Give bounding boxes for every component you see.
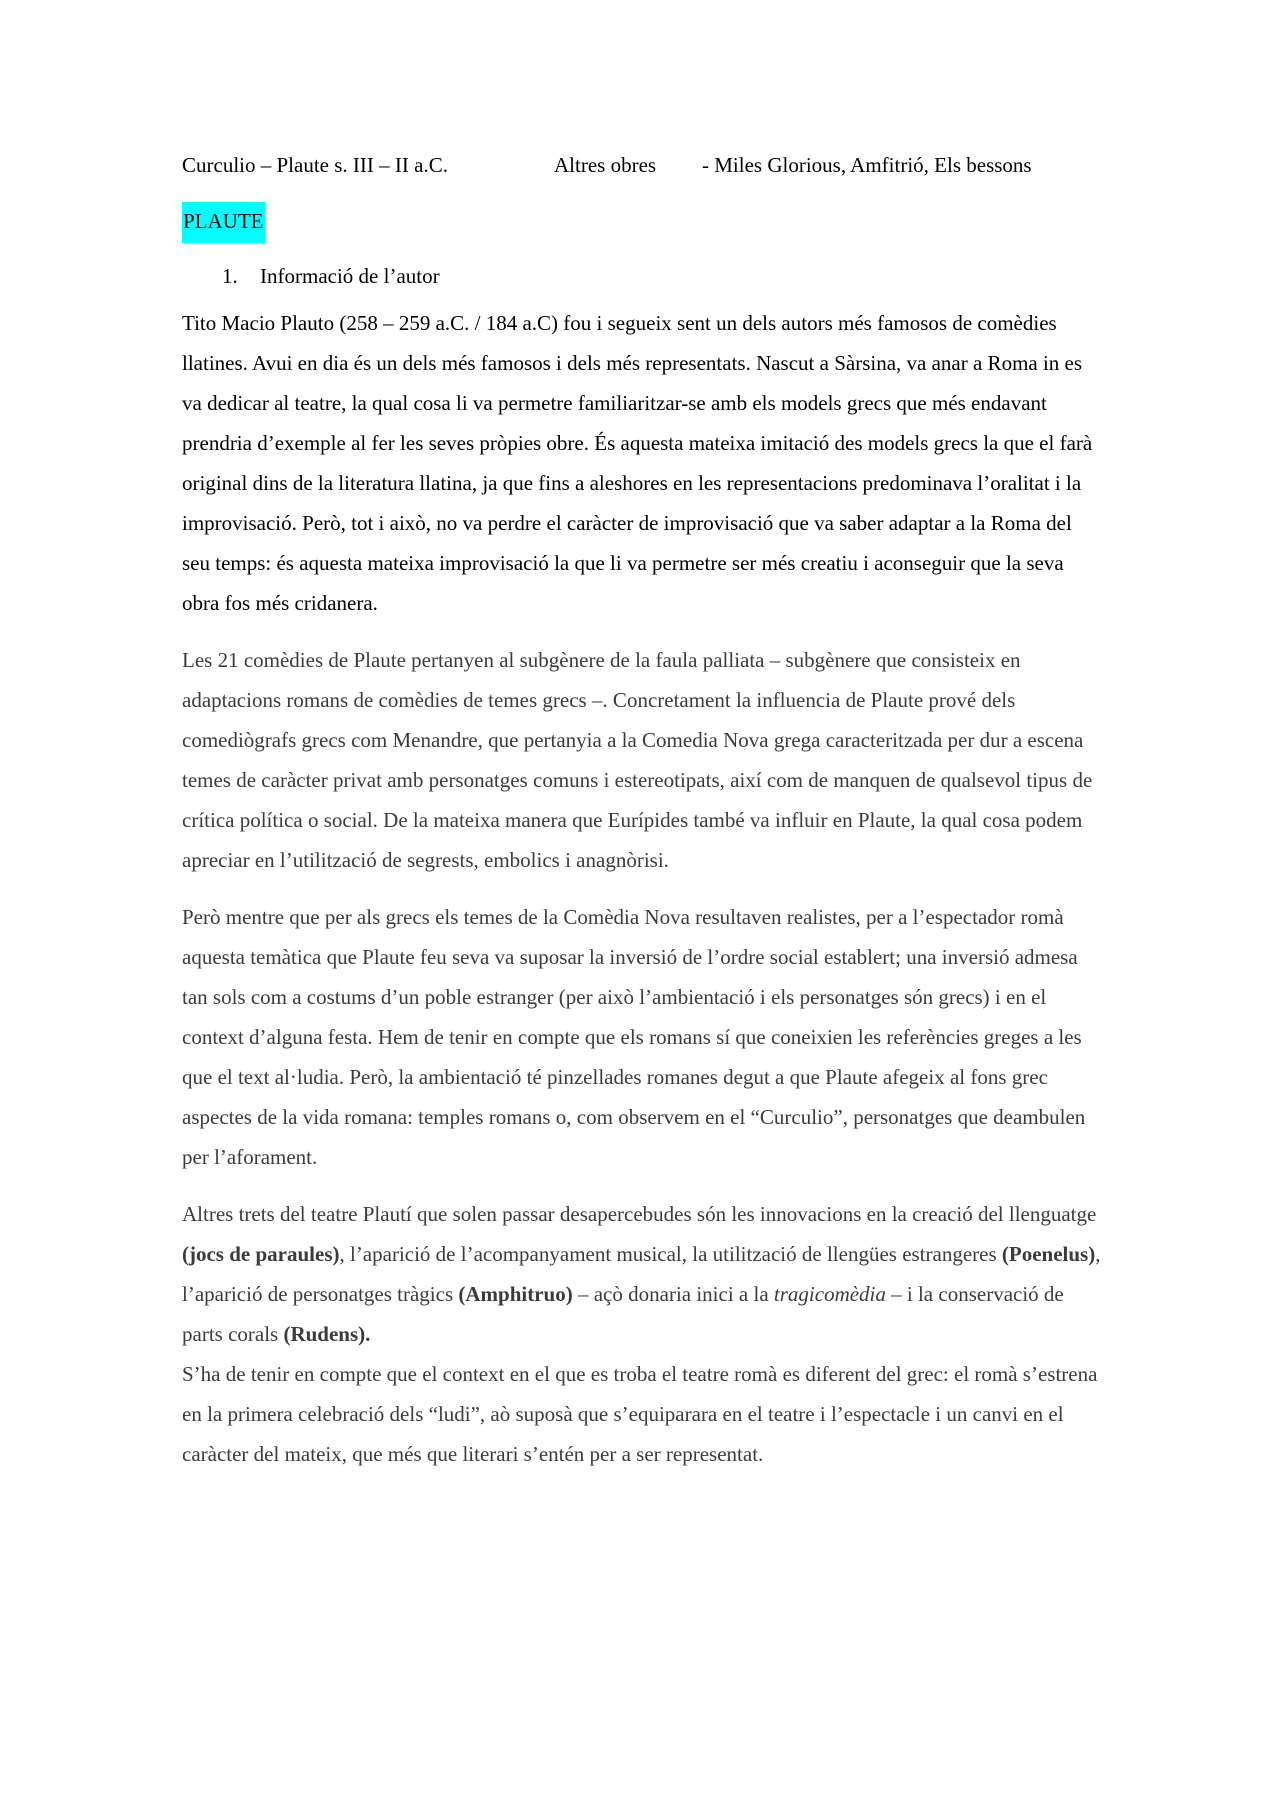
paragraph-roman-context: S’ha de tenir en compte que el context en el que es troba el teatre romà es diferent del grec: el romà s’estrena en la primera celebració dels “ludi”, aò suposà que s’equiparara en el teatre i l’espectacle i un canvi en el caràcter del mateix, que més que literari s’entén per a ser representat. [182, 1362, 1098, 1466]
document-title: Curculio – Plaute s. III – II a.C. [182, 153, 448, 177]
header-line [182, 146, 1102, 184]
text-run: , l’aparició de l’acompanyament musical, la utilització de llengües estrangeres [339, 1242, 1002, 1266]
paragraph-author-info: Tito Macio Plauto (258 – 259 a.C. / 184 a.C) fou i segueix sent un dels autors més famosos de comèdies llatines. Avui en dia és un dels més famosos i dels més representats. Nascut a Sàrsina, va anar a Roma in es va dedicar al teatre, la qual cosa li va permetre familiaritzar-se amb els models grecs que més endavant prendria d’exemple al fer les seves pròpies obre. És aquesta mateixa imitació des models grecs la que el farà original dins de la literatura llatina, ja que fins a aleshores en les representacions predominava l’oralitat i la improvisació. Però, tot i això, no va perdre el caràcter de improvisació que va saber adaptar a la Roma del seu temps: és aquesta mateixa improvisació la que li va permetre ser més creatiu i aconseguir que la seva obra fos més cridanera. [182, 311, 1093, 615]
paragraph-comedies: Les 21 comèdies de Plaute pertanyen al subgènere de la faula palliata – subgènere que consisteix en adaptacions romans de comèdies de temes grecs –. Concretament la influencia de Plaute prové dels comediògrafs grecs com Menandre, que pertanyia a la Comedia Nova grega caracteritzada per dur a escena temes de caràcter privat amb personatges comuns i estereotipats, així com de manquen de qualsevol tipus de crítica política o social. De la mateixa manera que Eurípides també va influir en Plaute, la qual cosa podem apreciar en l’utilització de segrests, embolics i anagnòrisi. [182, 648, 1093, 872]
italic-run: tragicomèdia [773, 1282, 886, 1306]
bold-run: (jocs de paraules) [182, 1242, 340, 1266]
bold-run: (Poenelus) [1001, 1242, 1096, 1266]
text-run: Altres trets del teatre Plautí que solen passar desapercebudes són les innovacions en la creació del llenguatge [182, 1202, 1097, 1226]
list-item-number: 1. [222, 264, 238, 288]
bold-run: (Amphitruo) [458, 1282, 573, 1306]
section-label-highlighted: PLAUTE [182, 202, 265, 243]
other-works-list: - Miles Glorious, Amfitrió, Els bessons [702, 153, 1032, 177]
other-works-label: Altres obres [554, 153, 657, 177]
bold-run: (Rudens). [283, 1322, 371, 1346]
text-run: – açò donaria inici a la [572, 1282, 774, 1306]
text-run: , l’aparició de personatges tràgics [182, 1242, 1101, 1306]
list-item [222, 257, 1102, 295]
document-page [182, 146, 1102, 1474]
text-run: – i la conservació de parts corals [182, 1282, 1064, 1346]
section-label-wrap [182, 202, 1102, 243]
list-item-text: Informació de l’autor [260, 264, 440, 288]
paragraph-innovations [182, 1194, 1102, 1354]
paragraph-greek-themes: Però mentre que per als grecs els temes de la Comèdia Nova resultaven realistes, per a l’espectador romà aquesta temàtica que Plaute feu seva va suposar la inversió de l’ordre social establert; una inversió admesa tan sols com a costums d’un poble estranger (per això l’ambientació i els personatges són grecs) i en el context d’alguna festa. Hem de tenir en compte que els romans sí que coneixien les referències greges a les que el text al·ludia. Però, la ambientació té pinzellades romanes degut a que Plaute afegeix al fons grec aspectes de la vida romana: temples romans o, com observem en el “Curculio”, personatges que deambulen per l’aforament. [182, 905, 1086, 1169]
